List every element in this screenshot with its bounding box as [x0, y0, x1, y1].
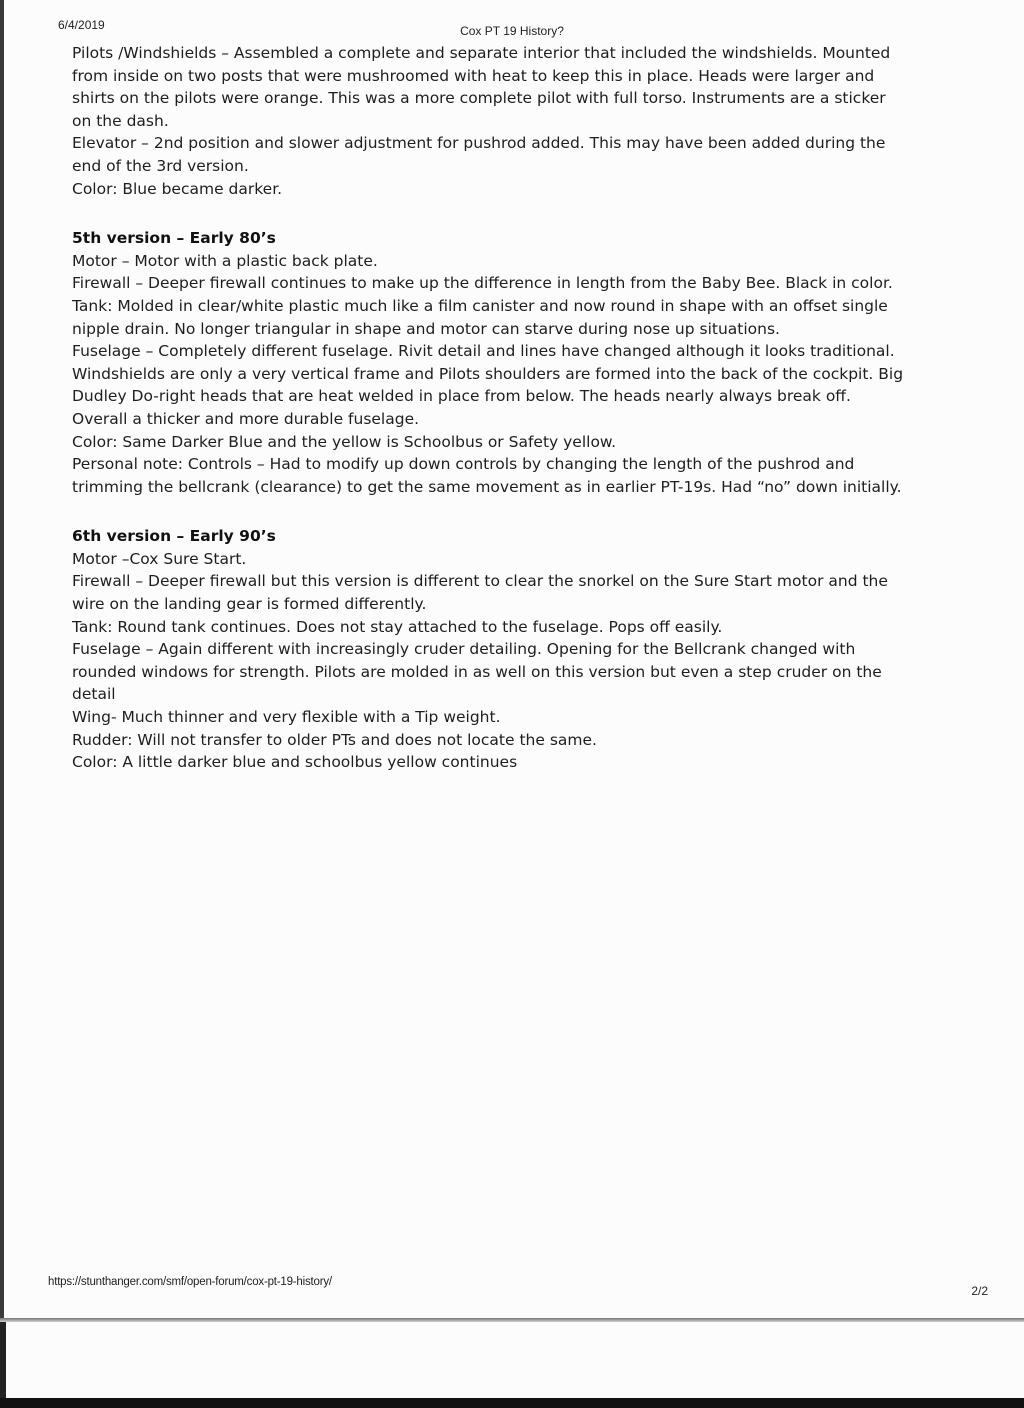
section-heading: 6th version – Early 90’s [72, 527, 276, 546]
section-gap [72, 498, 972, 525]
document-body [72, 42, 972, 774]
section-5th-version [72, 227, 972, 498]
scan-border-bottom [0, 1398, 1024, 1408]
page-title: Cox PT 19 History? [460, 24, 564, 38]
print-date: 6/4/2019 [58, 18, 105, 32]
section-6th-version [72, 525, 972, 774]
body-line: shirts on the pilots were orange. This was a more complete pilot with full torso. Instruments are a sticker [72, 89, 886, 108]
body-line: Firewall – Deeper firewall but this version is different to clear the snorkel on the Sure Start motor and the [72, 572, 888, 591]
body-line: Pilots /Windshields – Assembled a complete and separate interior that included the windshields. Mounted [72, 44, 891, 62]
footer-url: https://stunthanger.com/smf/open-forum/cox-pt-19-history/ [48, 1276, 332, 1288]
body-line: Personal note: Controls – Had to modify up down controls by changing the length of the pushrod and [72, 455, 855, 474]
body-line: rounded windows for strength. Pilots are molded in as well on this version but even a step cruder on the [72, 662, 882, 681]
body-line: Dudley Do-right heads that are heat welded in place from below. The heads nearly always break off. [72, 387, 851, 406]
body-line: nipple drain. No longer triangular in shape and motor can starve during nose up situations. [72, 319, 780, 338]
body-line: Firewall – Deeper firewall continues to make up the difference in length from the Baby Bee. Black in color. [72, 274, 893, 293]
body-line: Rudder: Will not transfer to older PTs and does not locate the same. [72, 730, 597, 749]
section-heading: 5th version – Early 80’s [72, 229, 276, 248]
body-line: detail [72, 685, 116, 704]
section-gap [72, 200, 972, 227]
body-line: Windshields are only a very vertical frame and Pilots shoulders are formed into the back of the cockpit. Big [72, 364, 904, 383]
body-line: Tank: Molded in clear/white plastic much like a film canister and now round in shape with an offset single [72, 296, 888, 315]
body-line: end of the 3rd version. [72, 156, 249, 175]
body-line: Fuselage – Again different with increasingly cruder detailing. Opening for the Bellcrank changed with [72, 640, 856, 659]
body-line: trimming the bellcrank (clearance) to get the same movement as in earlier PT-19s. Had “no” down initially. [72, 477, 902, 496]
body-line: Wing- Much thinner and very flexible with a Tip weight. [72, 708, 501, 727]
body-line: Motor –Cox Sure Start. [72, 549, 247, 568]
body-line: Fuselage – Completely different fuselage. Rivit detail and lines have changed although it looks traditional. [72, 342, 895, 361]
body-line: from inside on two posts that were mushroomed with heat to keep this in place. Heads were larger and [72, 66, 875, 85]
body-line: wire on the landing gear is formed differently. [72, 595, 427, 614]
body-line: Color: Blue became darker. [72, 179, 283, 198]
body-line: Tank: Round tank continues. Does not stay attached to the fuselage. Pops off easily. [72, 617, 723, 636]
body-line: Motor – Motor with a plastic back plate. [72, 251, 378, 270]
scan-edge-bottom [0, 1318, 1024, 1322]
body-line: on the dash. [72, 111, 169, 130]
page-number: 2/2 [971, 1284, 988, 1298]
scan-corner [0, 1322, 6, 1408]
body-line: Color: Same Darker Blue and the yellow is Schoolbus or Safety yellow. [72, 432, 617, 451]
section-continuation [72, 42, 972, 200]
body-line: Overall a thicker and more durable fuselage. [72, 409, 420, 428]
body-line: Elevator – 2nd position and slower adjustment for pushrod added. This may have been added during the [72, 134, 886, 153]
body-line: Color: A little darker blue and schoolbus yellow continues [72, 753, 518, 772]
scan-edge-left [0, 0, 4, 1320]
